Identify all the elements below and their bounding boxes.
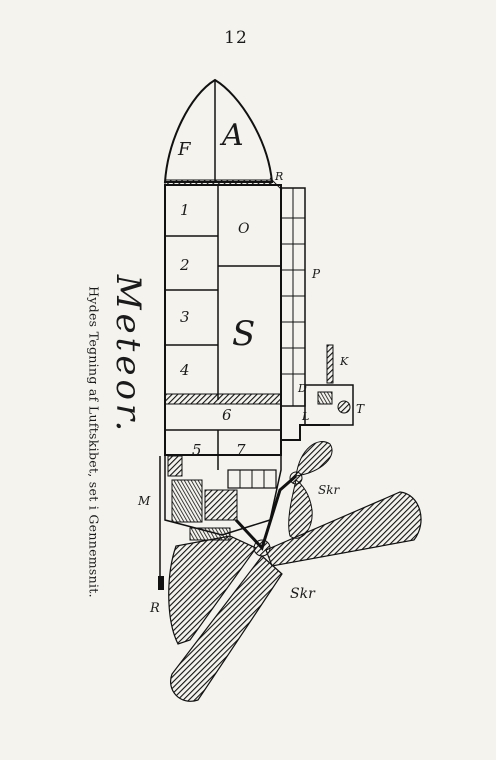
label-compartment-3: 3 — [180, 308, 190, 326]
label-l: L — [302, 410, 310, 423]
lever-k — [327, 345, 333, 383]
label-d: D — [298, 382, 307, 395]
figure-caption: Hydes Tegning af Luftskibet, set i Gennemsnit. — [86, 286, 102, 598]
label-p: P — [312, 267, 321, 281]
control-linkage — [281, 425, 330, 440]
small-propeller-lower-blade — [289, 480, 313, 538]
label-compartment-4: 4 — [180, 361, 190, 379]
label-r-bottom: R — [150, 601, 160, 616]
label-compartment-7: 7 — [236, 441, 246, 459]
airship-nose — [165, 80, 272, 182]
mast-foot — [158, 576, 164, 590]
label-t: T — [356, 402, 365, 416]
drive-shaft — [236, 476, 296, 548]
label-compartment-1: 1 — [180, 201, 190, 219]
label-a: A — [222, 118, 244, 153]
label-f: F — [178, 139, 191, 160]
wheel-t — [338, 401, 350, 413]
label-m: M — [138, 494, 151, 508]
label-skr-lower: Skr — [290, 586, 315, 602]
small-propeller-upper-blade — [296, 442, 332, 476]
label-compartment-6: 6 — [222, 406, 232, 424]
ship-name-script: Meteor. — [108, 274, 148, 436]
label-r-top: R — [275, 170, 284, 183]
label-compartment-5: 5 — [192, 441, 202, 459]
bracket — [168, 456, 182, 476]
engine-block — [172, 480, 202, 522]
hull-band-lower — [165, 394, 281, 404]
label-skr-upper: Skr — [318, 483, 340, 497]
page-number: 12 — [224, 28, 248, 48]
label-compartment-2: 2 — [180, 256, 190, 274]
label-o: O — [238, 221, 250, 237]
label-k: K — [340, 355, 349, 368]
gear-housing — [205, 490, 237, 520]
label-s: S — [232, 314, 256, 354]
